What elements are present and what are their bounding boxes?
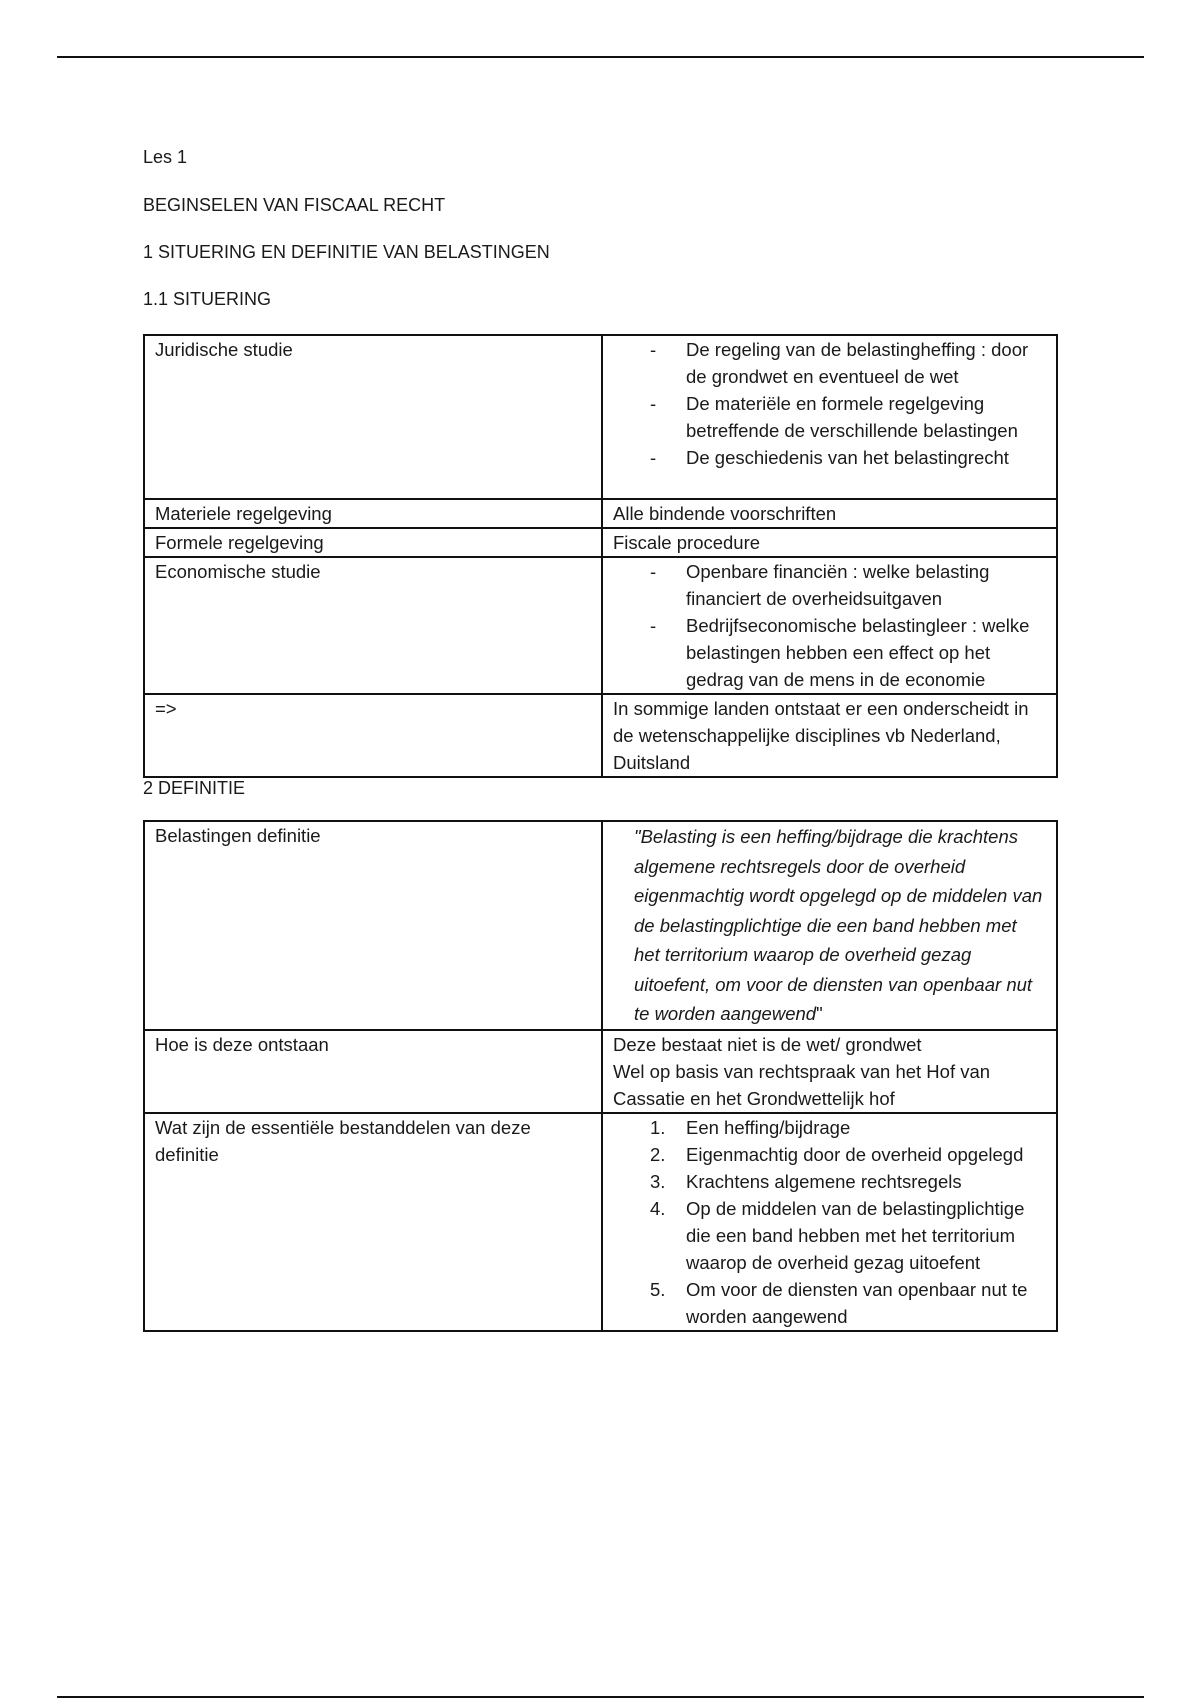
- row-label: Juridische studie: [144, 335, 602, 499]
- header-rule: [57, 56, 1144, 58]
- list-item: 4. Op de middelen van de belastingplichtige die een band hebben met het territorium waarop de overheid gezag uitoefent: [650, 1197, 1025, 1273]
- lesson-label: Les 1: [143, 147, 188, 167]
- table-row: [144, 557, 1057, 694]
- list-item: - De materiële en formele regelgeving betreffende de verschillende belastingen: [650, 393, 1018, 441]
- row-content: [602, 1030, 1057, 1113]
- document-title: BEGINSELEN VAN FISCAAL RECHT: [143, 195, 446, 215]
- list-item: 3. Krachtens algemene rechtsregels: [650, 1170, 962, 1192]
- row-content: [602, 821, 1057, 1030]
- table-row: [144, 1113, 1057, 1331]
- table-row: [144, 821, 1057, 1030]
- table-row: [144, 528, 1057, 557]
- row-label: Hoe is deze ontstaan: [144, 1030, 602, 1113]
- row-label: Economische studie: [144, 557, 602, 694]
- definitie-table: [143, 820, 1058, 1332]
- list-item: - Bedrijfseconomische belastingleer : welke belastingen hebben een effect op het gedrag van de mens in de economie: [650, 615, 1030, 690]
- row-content: [602, 335, 1057, 499]
- table-row: [144, 694, 1057, 777]
- row-value: Alle bindende voorschriften: [602, 499, 1057, 528]
- list-item: 5. Om voor de diensten van openbaar nut te worden aangewend: [650, 1278, 1028, 1327]
- row-line: Deze bestaat niet is de wet/ grondwet: [613, 1033, 922, 1055]
- definition-quote: "Belasting is een heffing/bijdrage die krachtens algemene rechtsregels door de overheid eigenmachtig wordt opgelegd op de middelen van de belastingplichtige die een band hebben met het territorium waarop de overheid gezag uitoefent, om voor de diensten van openbaar nut te worden aangewend": [634, 826, 1043, 1024]
- list-item: - De geschiedenis van het belastingrecht: [650, 447, 1009, 468]
- chapter-heading: 1 SITUERING EN DEFINITIE VAN BELASTINGEN: [143, 242, 550, 262]
- row-label: Materiele regelgeving: [144, 499, 602, 528]
- list-item: 2. Eigenmachtig door de overheid opgelegd: [650, 1143, 1024, 1165]
- list-item: - Openbare financiën : welke belasting financiert de overheidsuitgaven: [650, 561, 990, 609]
- row-value: In sommige landen ontstaat er een onderscheidt in de wetenschappelijke disciplines vb Nederland, Duitsland: [602, 694, 1057, 777]
- row-label: =>: [144, 694, 602, 777]
- footer-rule: [57, 1696, 1144, 1698]
- table-row: [144, 499, 1057, 528]
- row-label: Wat zijn de essentiële bestanddelen van deze definitie: [144, 1113, 602, 1331]
- row-label: Belastingen definitie: [144, 821, 602, 1030]
- dash-list: [613, 558, 1046, 693]
- table-row: [144, 335, 1057, 499]
- row-value: Fiscale procedure: [602, 528, 1057, 557]
- situering-table: [143, 334, 1058, 778]
- table-row: [144, 1030, 1057, 1113]
- numbered-list: [613, 1114, 1046, 1330]
- section-heading-definitie: 2 DEFINITIE: [143, 778, 246, 798]
- list-item: 1. Een heffing/bijdrage: [650, 1116, 851, 1138]
- list-item: - De regeling van de belastingheffing : door de grondwet en eventueel de wet: [650, 339, 1029, 387]
- row-content: [602, 557, 1057, 694]
- section-heading-situering: 1.1 SITUERING: [143, 289, 272, 309]
- row-line: Wel op basis van rechtspraak van het Hof van Cassatie en het Grondwettelijk hof: [613, 1060, 991, 1109]
- row-content: [602, 1113, 1057, 1331]
- dash-list: [613, 336, 1046, 471]
- row-label: Formele regelgeving: [144, 528, 602, 557]
